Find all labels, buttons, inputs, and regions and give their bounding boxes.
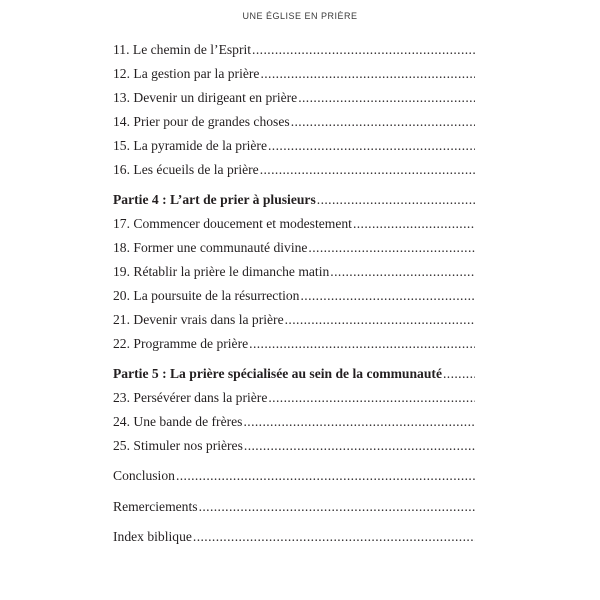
- dot-leader: [176, 468, 475, 484]
- toc-entry: [113, 499, 475, 515]
- toc-entry: [113, 264, 475, 280]
- running-head: UNE ÉGLISE EN PRIÈRE: [242, 11, 358, 21]
- toc-part-label: Partie 5 : La prière spécialisée au sein de la communauté: [113, 366, 442, 381]
- toc-entry: [113, 438, 475, 454]
- toc-entry-label: 11. Le chemin de l’Esprit: [113, 42, 252, 57]
- toc-entry: [113, 468, 475, 484]
- dot-leader: [298, 90, 475, 106]
- dot-leader: [244, 438, 475, 454]
- dot-leader: [249, 336, 475, 352]
- toc-entry-label: 23. Persévérer dans la prière: [113, 390, 268, 405]
- toc-entry: [113, 162, 475, 178]
- toc-entry: [113, 288, 475, 304]
- toc-entry-label: 15. La pyramide de la prière: [113, 138, 267, 153]
- dot-leader: [268, 138, 475, 154]
- dot-leader: [193, 529, 475, 545]
- toc-entry-label: 22. Programme de prière: [113, 336, 249, 351]
- toc-entry-label: 16. Les écueils de la prière: [113, 162, 259, 177]
- toc-entry: [113, 312, 475, 328]
- toc-entry-label: 24. Une bande de frères: [113, 414, 243, 429]
- dot-leader: [199, 499, 475, 515]
- toc-entry: [113, 390, 475, 406]
- toc-entry-label: 17. Commencer doucement et modestement: [113, 216, 352, 231]
- toc-entry: [113, 138, 475, 154]
- toc-entry: [113, 66, 475, 82]
- toc-entry: [113, 42, 475, 58]
- toc-entry-label: 21. Devenir vrais dans la prière: [113, 312, 284, 327]
- toc-entry-label: 13. Devenir un dirigeant en prière: [113, 90, 298, 105]
- toc-entry-label: Conclusion: [113, 468, 175, 483]
- dot-leader: [268, 390, 475, 406]
- toc-entry-label: 14. Prier pour de grandes choses: [113, 114, 290, 129]
- dot-leader: [243, 414, 475, 430]
- toc-entry-label: 19. Rétablir la prière le dimanche matin: [113, 264, 330, 279]
- toc-entry: [113, 114, 475, 130]
- toc-entry: [113, 216, 475, 232]
- toc-part-label: Partie 4 : L’art de prier à plusieurs: [113, 192, 316, 207]
- dot-leader: [291, 114, 475, 130]
- dot-leader: [353, 216, 475, 232]
- dot-leader: [260, 162, 475, 178]
- dot-leader: [443, 366, 475, 382]
- dot-leader: [252, 42, 475, 58]
- dot-leader: [308, 240, 475, 256]
- dot-leader: [317, 192, 475, 208]
- toc-entry-label: Remerciements: [113, 499, 198, 514]
- toc-entry: [113, 336, 475, 352]
- dot-leader: [330, 264, 475, 280]
- toc-entry-label: Index biblique: [113, 529, 192, 544]
- toc-entry-label: 12. La gestion par la prière: [113, 66, 260, 81]
- toc-entry-label: 20. La poursuite de la résurrection: [113, 288, 300, 303]
- table-of-contents: [113, 0, 475, 600]
- dot-leader: [300, 288, 475, 304]
- toc-entry-label: 18. Former une communauté divine: [113, 240, 308, 255]
- toc-entry: [113, 240, 475, 256]
- toc-part-heading: [113, 366, 475, 382]
- dot-leader: [285, 312, 475, 328]
- toc-entry-label: 25. Stimuler nos prières: [113, 438, 243, 453]
- toc-entry: [113, 529, 475, 545]
- dot-leader: [260, 66, 475, 82]
- toc-part-heading: [113, 192, 475, 208]
- toc-entry: [113, 90, 475, 106]
- toc-entry: [113, 414, 475, 430]
